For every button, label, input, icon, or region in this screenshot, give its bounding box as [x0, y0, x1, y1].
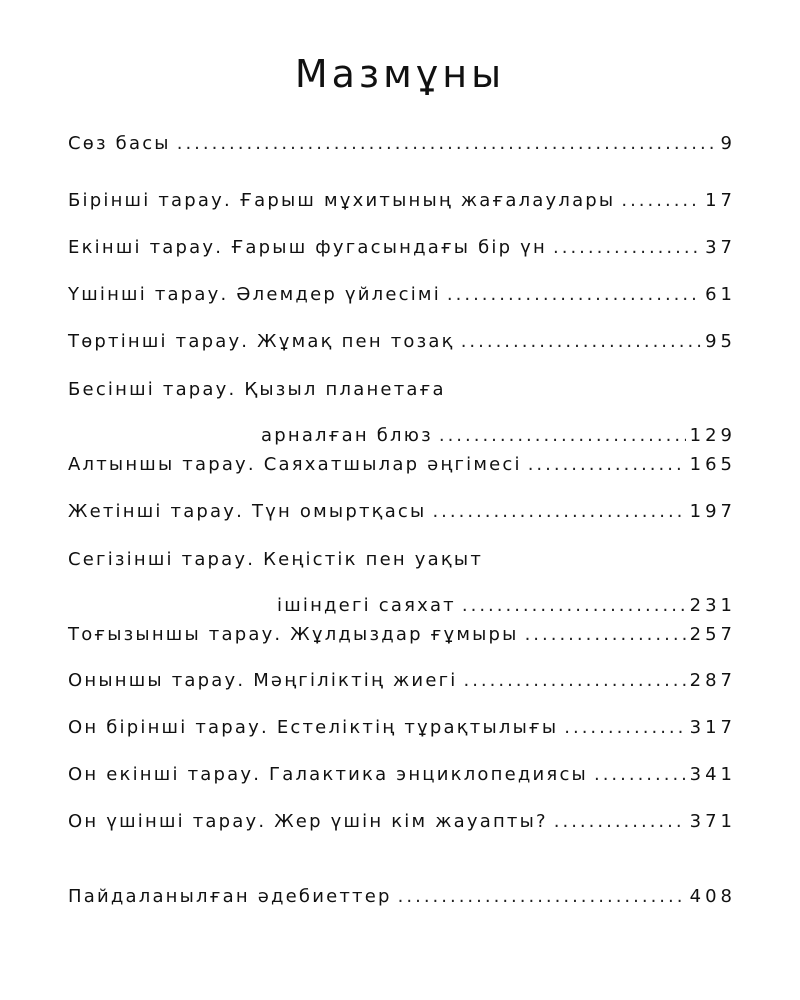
toc-entry-chapter-3[interactable] — [68, 283, 736, 307]
dot-leader — [462, 594, 686, 618]
entry-title: Сегізінші тарау. Кеңістік пен уақыт — [68, 549, 484, 570]
toc-entry-chapter-13[interactable] — [68, 810, 736, 834]
toc-entry-chapter-12[interactable] — [68, 763, 736, 787]
entry-title: Бесінші тарау. Қызыл планетаға — [68, 379, 446, 400]
page-title: Мазмұны — [294, 52, 506, 96]
toc-entry-chapter-5[interactable] — [68, 378, 736, 448]
page-number: 17 — [705, 190, 736, 211]
dot-leader — [461, 330, 701, 354]
dot-leader — [621, 189, 701, 213]
toc-entry-chapter-11[interactable] — [68, 716, 736, 740]
entry-title: Сөз басы — [68, 133, 171, 154]
dot-leader — [553, 236, 701, 260]
toc-entry-chapter-1[interactable] — [68, 189, 736, 213]
entry-title: Пайдаланылған әдебиеттер — [68, 886, 392, 907]
toc-entry-chapter-6[interactable] — [68, 453, 736, 477]
entry-title: Төртінші тарау. Жұмақ пен тозақ — [68, 331, 455, 352]
entry-title: Үшінші тарау. Әлемдер үйлесімі — [68, 284, 441, 305]
page-number: 37 — [705, 237, 736, 258]
entry-title: Он екінші тарау. Галактика энциклопедиясы — [68, 764, 588, 785]
page-number: 231 — [689, 595, 736, 616]
page-number: 257 — [689, 624, 736, 645]
dot-leader — [439, 424, 686, 448]
page-number: 287 — [689, 670, 736, 691]
page-number: 165 — [689, 454, 736, 475]
dot-leader — [525, 623, 686, 647]
page-number: 61 — [705, 284, 736, 305]
dot-leader — [528, 453, 686, 477]
dot-leader — [447, 283, 701, 307]
page-number: 317 — [689, 717, 736, 738]
dot-leader — [554, 810, 686, 834]
entry-title: Жетінші тарау. Түн омыртқасы — [68, 501, 427, 522]
entry-title: Бірінші тарау. Ғарыш мұхитының жағалаулары — [68, 190, 616, 211]
page-number: 341 — [689, 764, 736, 785]
toc-entry-chapter-7[interactable] — [68, 500, 736, 524]
dot-leader — [564, 716, 685, 740]
entry-title: Он бірінші тарау. Естеліктің тұрақтылығы — [68, 717, 559, 738]
dot-leader — [432, 500, 685, 524]
page-number: 95 — [705, 331, 736, 352]
entry-title: Екінші тарау. Ғарыш фугасындағы бір үн — [68, 237, 547, 258]
page-number: 371 — [689, 811, 736, 832]
entry-title-continued: арналған блюз — [261, 425, 433, 446]
entry-title: Алтыншы тарау. Саяхатшылар әңгімесі — [68, 454, 522, 475]
page-number: 197 — [689, 501, 736, 522]
page-number: 9 — [720, 133, 736, 154]
dot-leader — [594, 763, 686, 787]
toc-entry-chapter-2[interactable] — [68, 236, 736, 260]
toc-entry-foreword[interactable] — [68, 132, 736, 156]
entry-title: Оныншы тарау. Мәңгіліктің жиегі — [68, 670, 458, 691]
entry-title-continued: ішіндегі саяхат — [277, 595, 456, 616]
toc-entry-references[interactable] — [68, 885, 736, 909]
toc-entry-chapter-9[interactable] — [68, 623, 736, 647]
toc-entry-chapter-4[interactable] — [68, 330, 736, 354]
toc-entry-chapter-10[interactable] — [68, 669, 736, 693]
entry-title: Тоғызыншы тарау. Жұлдыздар ғұмыры — [68, 624, 519, 645]
toc-entry-chapter-8[interactable] — [68, 548, 736, 618]
dot-leader — [398, 885, 686, 909]
page-number: 129 — [689, 425, 736, 446]
dot-leader — [463, 669, 685, 693]
page-number: 408 — [689, 886, 736, 907]
dot-leader — [177, 132, 717, 156]
entry-title: Он үшінші тарау. Жер үшін кім жауапты? — [68, 811, 548, 832]
